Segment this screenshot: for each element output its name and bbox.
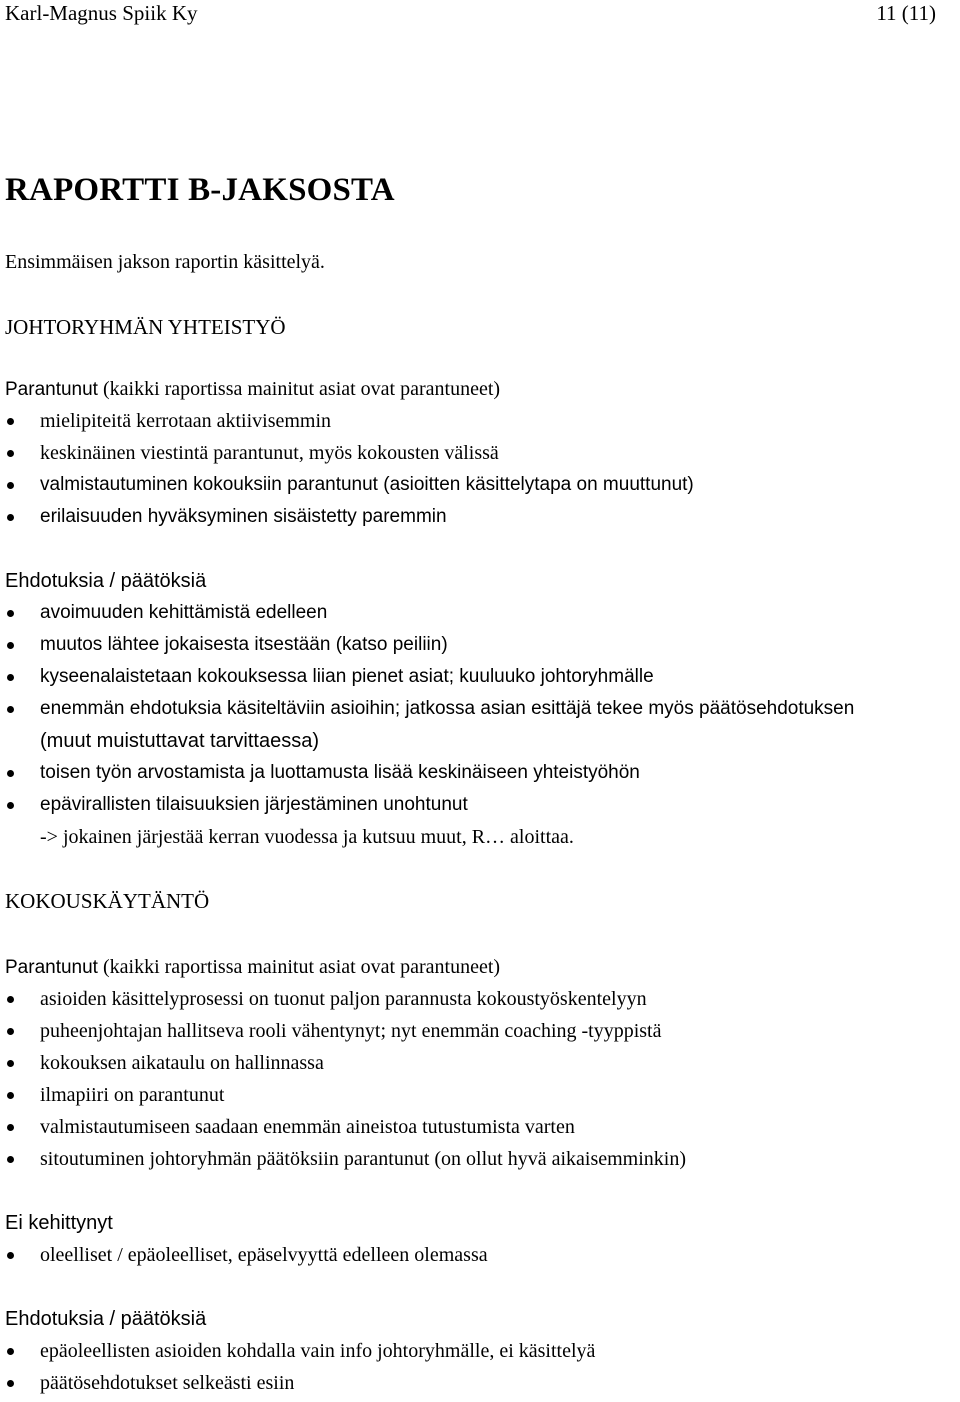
- improved-label: Parantunut: [5, 957, 98, 978]
- list-item: sitoutuminen johtoryhmän päätöksiin parantunut (on ollut hyvä aikaisemminkin): [5, 1146, 960, 1178]
- list-item: oleelliset / epäoleelliset, epäselvyyttä edelleen olemassa: [5, 1242, 960, 1274]
- kokous-proposals-block: [5, 1306, 960, 1402]
- list-item: erilaisuuden hyväksyminen sisäistetty paremmin: [5, 504, 960, 536]
- johtoryhma-improved-subhead: [5, 376, 960, 408]
- improved-note: (kaikki raportissa mainitut asiat ovat parantuneet): [97, 956, 501, 978]
- not-developed-subhead: Ei kehittynyt: [5, 1212, 113, 1234]
- list-item: keskinäinen viestintä parantunut, myös kokousten välissä: [5, 440, 960, 472]
- bullet-icon: [7, 802, 14, 809]
- bullet-icon: [7, 1252, 14, 1259]
- bullet-icon: [7, 450, 14, 457]
- list-item: mielipiteitä kerrotaan aktiivisemmin: [5, 408, 960, 440]
- list-item: kyseenalaistetaan kokouksessa liian pienet asiat; kuuluuko johtoryhmälle: [5, 664, 960, 696]
- bullet-icon: [7, 1348, 14, 1355]
- list-item: epävirallisten tilaisuuksien järjestäminen unohtunut: [5, 792, 960, 824]
- bullet-icon: [7, 706, 14, 713]
- johtoryhma-proposals-list: [5, 600, 960, 728]
- johtoryhma-improved-block: [5, 376, 960, 536]
- intro-text: Ensimmäisen jakson raportin käsittelyä.: [5, 251, 325, 273]
- bullet-icon: [7, 482, 14, 489]
- bullet-icon: [7, 514, 14, 521]
- header-page-number: 11 (11): [876, 1, 936, 25]
- list-item: avoimuuden kehittämistä edelleen: [5, 600, 960, 632]
- bullet-icon: [7, 642, 14, 649]
- kokous-proposals-list: [5, 1338, 960, 1402]
- section-heading-kokous: KOKOUSKÄYTÄNTÖ: [5, 889, 210, 913]
- johtoryhma-proposals-block: [5, 568, 960, 856]
- bullet-icon: [7, 674, 14, 681]
- improved-note: (kaikki raportissa mainitut asiat ovat parantuneet): [97, 378, 501, 400]
- bullet-icon: [7, 770, 14, 777]
- bullet-icon: [7, 1124, 14, 1131]
- list-item: toisen työn arvostamista ja luottamusta lisää keskinäiseen yhteistyöhön: [5, 760, 960, 792]
- kokous-improved-block: [5, 954, 960, 1178]
- bullet-icon: [7, 1060, 14, 1067]
- list-item: kokouksen aikataulu on hallinnassa: [5, 1050, 960, 1082]
- list-item-continuation: (muut muistuttavat tarvittaessa): [40, 730, 319, 752]
- kokous-improved-subhead: [5, 954, 960, 986]
- bullet-icon: [7, 1028, 14, 1035]
- kokous-improved-list: [5, 986, 960, 1178]
- kokous-proposals-subhead: Ehdotuksia / päätöksiä: [5, 1308, 207, 1330]
- johtoryhma-proposals-list-cont: [5, 760, 960, 824]
- header-company: Karl-Magnus Spiik Ky: [5, 1, 198, 25]
- section-heading-johtoryhma: JOHTORYHMÄN YHTEISTYÖ: [5, 315, 286, 339]
- list-item: valmistautumiseen saadaan enemmän aineistoa tutustumista varten: [5, 1114, 960, 1146]
- list-item: asioiden käsittelyprosessi on tuonut paljon parannusta kokoustyöskentelyyn: [5, 986, 960, 1018]
- johtoryhma-improved-list: [5, 408, 960, 536]
- list-item: valmistautuminen kokouksiin parantunut (asioitten käsittelytapa on muuttunut): [5, 472, 960, 504]
- list-item: päätösehdotukset selkeästi esiin: [5, 1370, 960, 1402]
- bullet-icon: [7, 418, 14, 425]
- list-item: puheenjohtajan hallitseva rooli vähentynyt; nyt enemmän coaching -tyyppistä: [5, 1018, 960, 1050]
- list-item: ilmapiiri on parantunut: [5, 1082, 960, 1114]
- johtoryhma-proposals-subhead: Ehdotuksia / päätöksiä: [5, 570, 207, 592]
- kokous-not-developed-block: [5, 1210, 960, 1274]
- list-item: muutos lähtee jokaisesta itsestään (katso peiliin): [5, 632, 960, 664]
- bullet-icon: [7, 1092, 14, 1099]
- improved-label: Parantunut: [5, 379, 98, 400]
- document-title: RAPORTTI B-JAKSOSTA: [5, 172, 395, 208]
- list-item: enemmän ehdotuksia käsiteltäviin asioihin; jatkossa asian esittäjä tekee myös päätösehdotuksen: [5, 696, 960, 728]
- bullet-icon: [7, 996, 14, 1003]
- bullet-icon: [7, 1156, 14, 1163]
- kokous-not-developed-list: [5, 1242, 960, 1274]
- bullet-icon: [7, 1380, 14, 1387]
- list-item: epäoleellisten asioiden kohdalla vain info johtoryhmälle, ei käsittelyä: [5, 1338, 960, 1370]
- bullet-icon: [7, 610, 14, 617]
- list-item-continuation: -> jokainen järjestää kerran vuodessa ja kutsuu muut, R… aloittaa.: [40, 826, 574, 848]
